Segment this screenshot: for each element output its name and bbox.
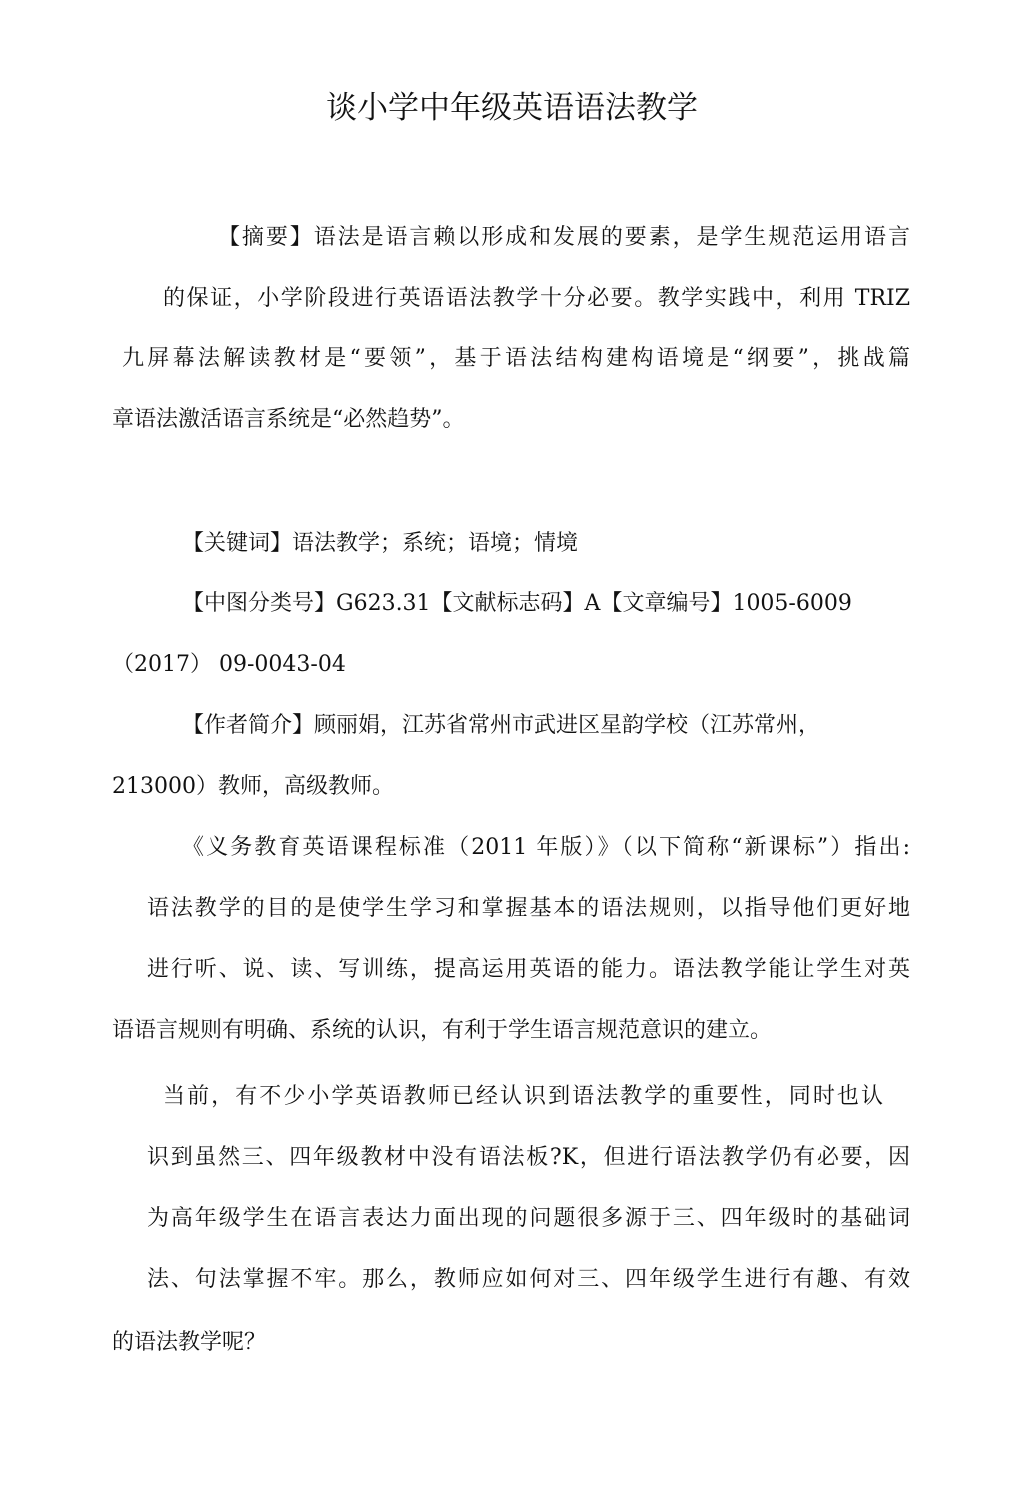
body-p2-line-3: 为高年级学生在语言表达力面出现的问题很多源于三、四年级时的基础词	[147, 1206, 910, 1231]
classification-line-1: 【中图分类号】G623.31【文献标志码】A【文章编号】1005-6009	[182, 591, 852, 616]
abstract-line-3: 九屏幕法解读教材是“要领”，基于语法结构建构语境是“纲要”，挑战篇	[122, 346, 910, 371]
body-p1-line-1: 《义务教育英语课程标准（2011 年版）》（以下简称“新课标”）指出:	[182, 835, 910, 860]
classification-line-2: （2017） 09-0043-04	[112, 652, 346, 677]
abstract-line-1: 【摘要】语法是语言赖以形成和发展的要素，是学生规范运用语言	[218, 225, 910, 250]
keywords-line: 【关键词】语法教学；系统；语境；情境	[182, 531, 579, 556]
body-p2-line-1: 当前，有不少小学英语教师已经认识到语法教学的重要性，同时也认	[163, 1084, 883, 1109]
body-p2-line-4: 法、句法掌握不牢。那么，教师应如何对三、四年级学生进行有趣、有效	[147, 1267, 910, 1292]
abstract-line-4: 章语法激活语言系统是“必然趋势”。	[112, 407, 465, 432]
abstract-line-2: 的保证，小学阶段进行英语语法教学十分必要。教学实践中，利用 TRIZ	[163, 286, 910, 311]
body-p2-line-5: 的语法教学呢？	[112, 1330, 267, 1355]
body-p1-line-2: 语法教学的目的是使学生学习和掌握基本的语法规则，以指导他们更好地	[147, 896, 910, 921]
body-p2-line-2: 识到虽然三、四年级教材中没有语法板?K，但进行语法教学仍有必要，因	[147, 1145, 910, 1170]
body-p1-line-3: 进行听、说、读、写训练，提高运用英语的能力。语法教学能让学生对英	[147, 957, 910, 982]
author-line-1: 【作者简介】顾丽娟，江苏省常州市武进区星韵学校（江苏常州，	[182, 713, 821, 738]
document-title: 谈小学中年级英语语法教学	[326, 90, 698, 126]
author-line-2: 213000）教师，高级教师。	[112, 774, 394, 799]
body-p1-line-4: 语语言规则有明确、系统的认识，有利于学生语言规范意识的建立。	[112, 1018, 773, 1043]
